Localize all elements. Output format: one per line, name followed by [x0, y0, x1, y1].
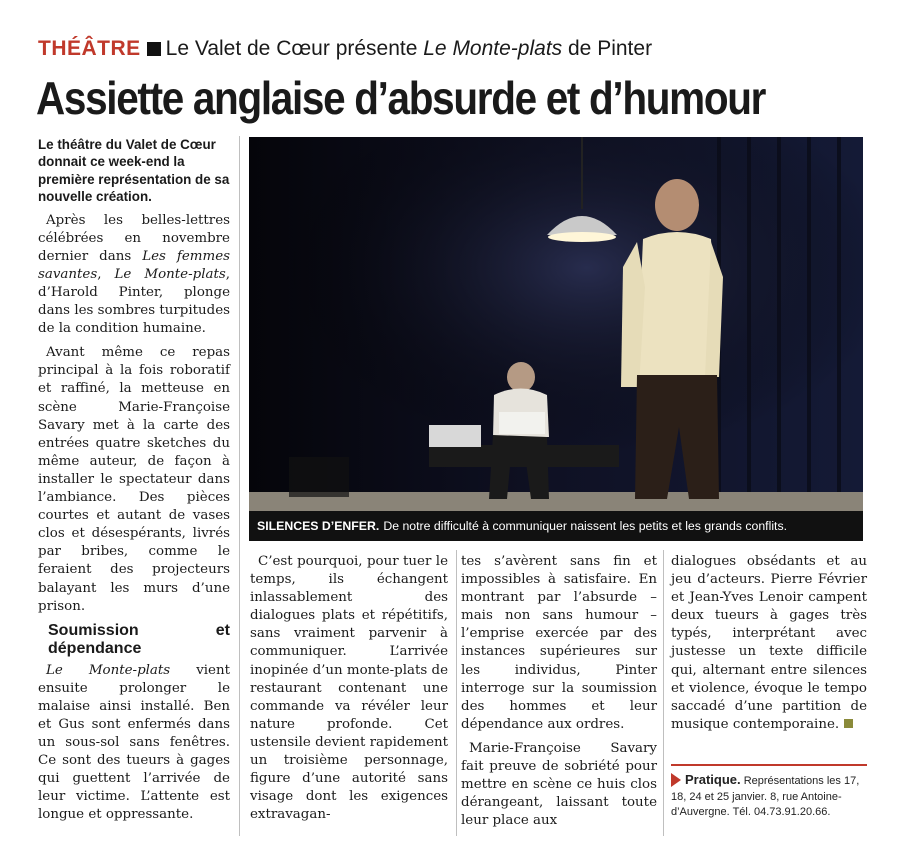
- info-label: Pratique.: [685, 772, 741, 787]
- p1-title-1: Les femmes savantes: [38, 248, 230, 282]
- paragraph-1: [38, 212, 230, 339]
- caption-label: SILENCES D’ENFER.: [257, 519, 380, 533]
- stage-photo-illustration: [249, 137, 863, 511]
- p1-title-2: Le Monte-plats: [114, 266, 226, 282]
- column-rule: [663, 550, 664, 836]
- square-bullet-icon: [147, 42, 161, 56]
- arrow-right-icon: [671, 773, 681, 787]
- column-2-text: C’est pourquoi, pour tuer le temps, ils échangent inlassablement des dialogues plats et répétitifs, sans vraiment parvenir à communiquer. L’arrivée inopinée d’un monte-plats de restaurant contenant une commande va révéler leur nature profonde. Cet ustensile devient rapidement un troisième personnage, figure d’une autorité sans visage dont les exigences extravagan-: [250, 554, 448, 823]
- p1-text-c: , d’Harold Pinter, plonge dans les sombres turpitudes de la condition humaine.: [38, 266, 230, 337]
- headline: Assiette anglaise d’absurde et d’humour: [36, 72, 766, 124]
- standing-actor: [637, 232, 717, 377]
- info-phone: Tél. 04.73.91.20.66.: [732, 806, 831, 818]
- stage-photo: [249, 137, 863, 511]
- paragraph-3: [38, 662, 230, 825]
- kicker-post: de Pinter: [562, 37, 653, 60]
- kicker: [38, 36, 652, 62]
- p1-text-b: ,: [97, 266, 115, 282]
- p3-text: vient ensuite prolonger le malaise ainsi installé. Ben et Gus sont enfermés dans un sous-sol sans fenêtres. Ce sont des tueurs à gages qui guettent l’arrivée de leur victime. L’attente est longue et oppressante.: [38, 662, 230, 823]
- end-mark-icon: [844, 719, 853, 728]
- column-rule: [239, 136, 240, 836]
- column-3-text-a: tes s’avèrent sans fin et impossibles à satisfaire. En montrant par l’absurde – mais non sans humour – l’emprise exercée par des instances supérieures sur les individus, Pinter interroge sur la soumission des hommes et leur dépendance aux ordres.: [461, 554, 657, 732]
- lead-paragraph: Le théâtre du Valet de Cœur donnait ce week-end la première représentation de sa nouvelle création.: [38, 137, 230, 205]
- column-4-text: [671, 553, 867, 734]
- caption-text: De notre difficulté à communiquer naissent les petits et les grands conflits.: [383, 519, 788, 533]
- column-2: [250, 553, 448, 830]
- paragraph-2: Avant même ce repas principal à la fois roboratif et raffiné, la metteuse en scène Marie-Françoise Savary met à la carte des entrées quatre sketches du même auteur, de façon à installer le spectateur dans l’ambiance. Des pièces courtes et autant de vases clos et désespérants, livrés par bribes, comme le feraient des projecteurs balayant les murs d’une prison.: [38, 345, 230, 614]
- kicker-pre: Le Valet de Cœur présente: [165, 37, 424, 60]
- photo-caption: [249, 511, 863, 541]
- kicker-title: Le Monte-plats: [423, 37, 563, 60]
- subheading: Soumission et dépendance: [48, 621, 230, 657]
- p1-text-a: Après les belles-lettres célébrées en novembre dernier dans: [38, 212, 230, 264]
- info-box: [671, 764, 867, 821]
- column-3-text-b: Marie-Françoise Savary fait preuve de sobriété pour mettre en scène ce huis clos dérangeant, laissant toute leur place aux: [461, 740, 657, 829]
- section-label: THÉÂTRE: [38, 37, 141, 60]
- column-1: [38, 136, 230, 831]
- column-4-body: dialogues obsédants et au jeu d’acteurs. Pierre Février et Jean-Yves Lenoir campent deux tueurs à gages très typés, interprétant avec justesse un texte difficile qui, alternant entre silences et violence, évoque le tempo saccadé d’une partition de musique contemporaine.: [671, 554, 867, 732]
- p3-title: Le Monte-plats: [46, 662, 171, 678]
- info-dates: Représentations les 17, 18, 24 et 25 janvier. 8, rue Antoine-d’Auvergne.: [671, 775, 860, 818]
- column-4: [671, 553, 867, 740]
- column-3: [461, 553, 657, 836]
- column-rule: [456, 550, 457, 836]
